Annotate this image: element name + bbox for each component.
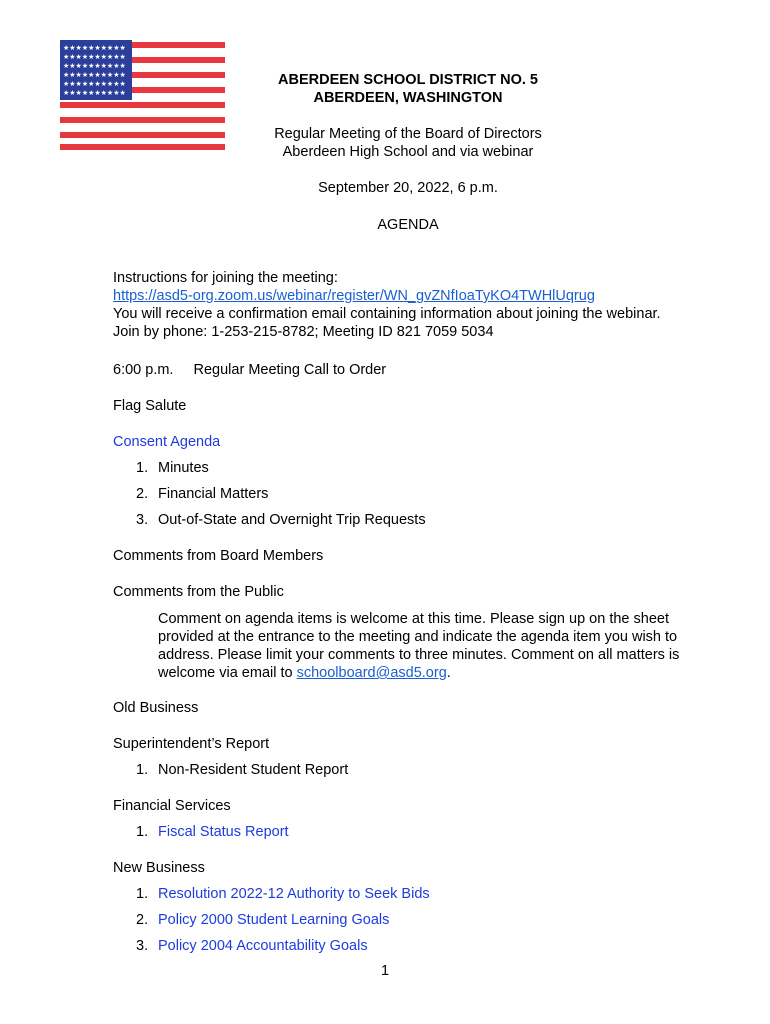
call-to-order-label: Regular Meeting Call to Order xyxy=(193,362,387,378)
list-item-number: 1. xyxy=(136,824,149,840)
list-item-number: 2. xyxy=(136,486,149,502)
list-item-number: 3. xyxy=(136,512,149,528)
fiscal-status-report-link[interactable]: Fiscal Status Report xyxy=(158,824,289,840)
svg-text:★★★★★★★★★★: ★★★★★★★★★★ xyxy=(63,89,126,97)
meeting-datetime: September 20, 2022, 6 p.m. xyxy=(318,180,498,196)
confirmation-note: You will receive a confirmation email containing information about joining the webinar. xyxy=(113,306,661,322)
call-to-order-time: 6:00 p.m. xyxy=(113,362,174,378)
svg-text:★★★★★★★★★★: ★★★★★★★★★★ xyxy=(63,62,126,70)
svg-text:★★★★★★★★★★: ★★★★★★★★★★ xyxy=(63,44,126,52)
policy-2004-link[interactable]: Policy 2004 Accountability Goals xyxy=(158,938,368,954)
svg-text:★★★★★★★★★★: ★★★★★★★★★★ xyxy=(63,53,126,61)
consent-item-minutes: Minutes xyxy=(158,460,209,476)
list-item-number: 3. xyxy=(136,938,149,954)
resolution-link[interactable]: Resolution 2022-12 Authority to Seek Bids xyxy=(158,886,430,902)
flag-salute: Flag Salute xyxy=(113,398,187,414)
superintendent-report-title: Superintendent’s Report xyxy=(113,736,270,752)
consent-item-financial-matters: Financial Matters xyxy=(158,486,269,502)
public-comments-text: Comment on agenda items is welcome at this time. Please sign up on the sheet provided at the entrance to the meeting and indicate the agenda item you wish to address. Please limit your comments to three minutes. Comment on all matters is welcome via email to schoolboard@asd5.org. xyxy=(158,611,680,681)
consent-item-trip-requests: Out-of-State and Overnight Trip Requests xyxy=(158,512,426,528)
non-resident-report-item: Non-Resident Student Report xyxy=(158,762,349,778)
board-email-link[interactable]: schoolboard@asd5.org xyxy=(296,665,447,681)
list-item-number: 2. xyxy=(136,912,149,928)
district-city: ABERDEEN, WASHINGTON xyxy=(313,90,503,106)
webinar-registration-link[interactable]: https://asd5-org.zoom.us/webinar/register/WN_gvZNfIoaTyKO4TWHlUqrug xyxy=(113,288,595,304)
list-item-number: 1. xyxy=(136,460,149,476)
policy-2000-link[interactable]: Policy 2000 Student Learning Goals xyxy=(158,912,390,928)
call-to-order xyxy=(113,361,386,379)
svg-text:★★★★★★★★★★: ★★★★★★★★★★ xyxy=(63,80,126,88)
old-business: Old Business xyxy=(113,700,199,716)
district-name: ABERDEEN SCHOOL DISTRICT NO. 5 xyxy=(278,72,538,88)
agenda-title: AGENDA xyxy=(377,217,439,233)
svg-text:★★★★★★★★★★: ★★★★★★★★★★ xyxy=(63,71,126,79)
financial-services-title: Financial Services xyxy=(113,798,231,814)
public-comments-title: Comments from the Public xyxy=(113,584,284,600)
phone-info: Join by phone: 1-253-215-8782; Meeting ID 821 7059 5034 xyxy=(113,324,494,340)
board-comments: Comments from Board Members xyxy=(113,548,324,564)
list-item-number: 1. xyxy=(136,762,149,778)
meeting-type: Regular Meeting of the Board of Directors xyxy=(274,126,542,142)
meeting-location: Aberdeen High School and via webinar xyxy=(282,144,534,160)
list-item-number: 1. xyxy=(136,886,149,902)
page-number: 1 xyxy=(380,963,390,979)
new-business-title: New Business xyxy=(113,860,205,876)
instructions-heading: Instructions for joining the meeting: xyxy=(113,270,338,286)
american-flag-icon xyxy=(60,40,225,150)
consent-agenda-link[interactable]: Consent Agenda xyxy=(113,434,221,450)
